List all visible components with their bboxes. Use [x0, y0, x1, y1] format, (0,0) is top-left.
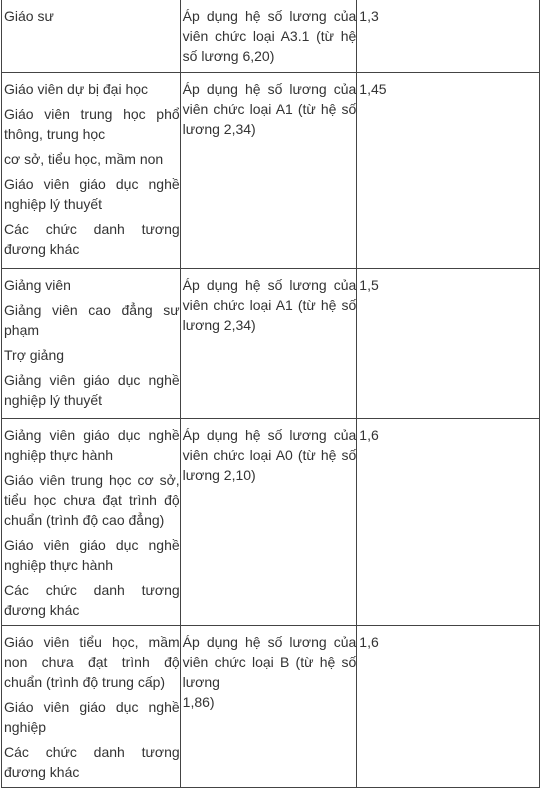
salary-rule-cell	[180, 625, 357, 787]
salary-rule-cell	[180, 418, 357, 625]
position-text: Các chức danh tương đương khác	[4, 743, 180, 780]
table-row	[2, 418, 540, 625]
salary-rule-text: Áp dụng hệ số lương của viên chức loại A1 (từ hệ số lương 2,34)	[182, 276, 357, 333]
salary-rule-cell	[180, 0, 357, 72]
table-row	[2, 625, 540, 787]
position-text: Giảng viên giáo dục nghề nghiệp thực hành	[4, 426, 180, 463]
coefficient-value: 1,6	[359, 426, 379, 443]
positions-cell	[2, 268, 181, 418]
table-row	[2, 268, 540, 418]
table-row	[2, 0, 540, 72]
salary-rule-text: Áp dụng hệ số lương của viên chức loại A1 (từ hệ số lương 2,34)	[182, 80, 357, 137]
coefficient-cell	[357, 0, 540, 72]
salary-rule-text: 1,86)	[182, 693, 215, 710]
position-text: Các chức danh tương đương khác	[4, 220, 180, 257]
position-text: Giáo viên giáo dục nghề nghiệp thực hành	[4, 536, 180, 573]
coefficient-value: 1,3	[359, 8, 379, 24]
positions-cell	[2, 418, 181, 625]
position-text: cơ sở, tiểu học, mầm non	[4, 150, 164, 167]
positions-cell	[2, 625, 181, 787]
position-text: Giảng viên	[4, 276, 71, 293]
coefficient-value: 1,45	[359, 80, 387, 97]
coefficient-value: 1,6	[359, 633, 379, 650]
coefficient-value: 1,5	[359, 276, 379, 293]
table-row	[2, 72, 540, 268]
position-text: Giảng viên cao đẳng sư phạm	[4, 301, 180, 338]
position-text: Giáo viên tiểu học, mầm non chưa đạt trình độ chuẩn (trình độ trung cấp)	[4, 633, 180, 690]
salary-rule-cell	[180, 72, 357, 268]
positions-cell	[2, 72, 181, 268]
position-text: Trợ giảng	[4, 346, 65, 363]
position-text: Giảng viên giáo dục nghề nghiệp lý thuyết	[4, 371, 180, 408]
positions-cell	[2, 0, 181, 72]
salary-rule-cell	[180, 268, 357, 418]
position-text: Giáo sư	[4, 8, 54, 24]
coefficient-cell	[357, 268, 540, 418]
position-text: Giáo viên dự bị đại học	[4, 80, 149, 97]
coefficient-cell	[357, 625, 540, 787]
coefficient-cell	[357, 72, 540, 268]
position-text: Giáo viên trung học cơ sở, tiểu học chưa đạt trình độ chuẩn (trình độ cao đẳng)	[4, 471, 180, 528]
salary-rule-text: Áp dụng hệ số lương của viên chức loại A3.1 (từ hệ số lương 6,20)	[182, 8, 357, 64]
position-text: Giáo viên trung học phổ thông, trung học	[4, 105, 180, 142]
position-text: Giáo viên giáo dục nghề nghiệp lý thuyết	[4, 175, 180, 212]
position-text: Giáo viên giáo dục nghề nghiệp	[4, 698, 180, 735]
position-text: Các chức danh tương đương khác	[4, 581, 180, 618]
salary-coefficient-table	[1, 0, 540, 788]
coefficient-cell	[357, 418, 540, 625]
salary-rule-text: Áp dụng hệ số lương của viên chức loại A0 (từ hệ số lương 2,10)	[182, 426, 357, 483]
salary-rule-text: Áp dụng hệ số lương của viên chức loại B (từ hệ số lương	[182, 633, 357, 690]
